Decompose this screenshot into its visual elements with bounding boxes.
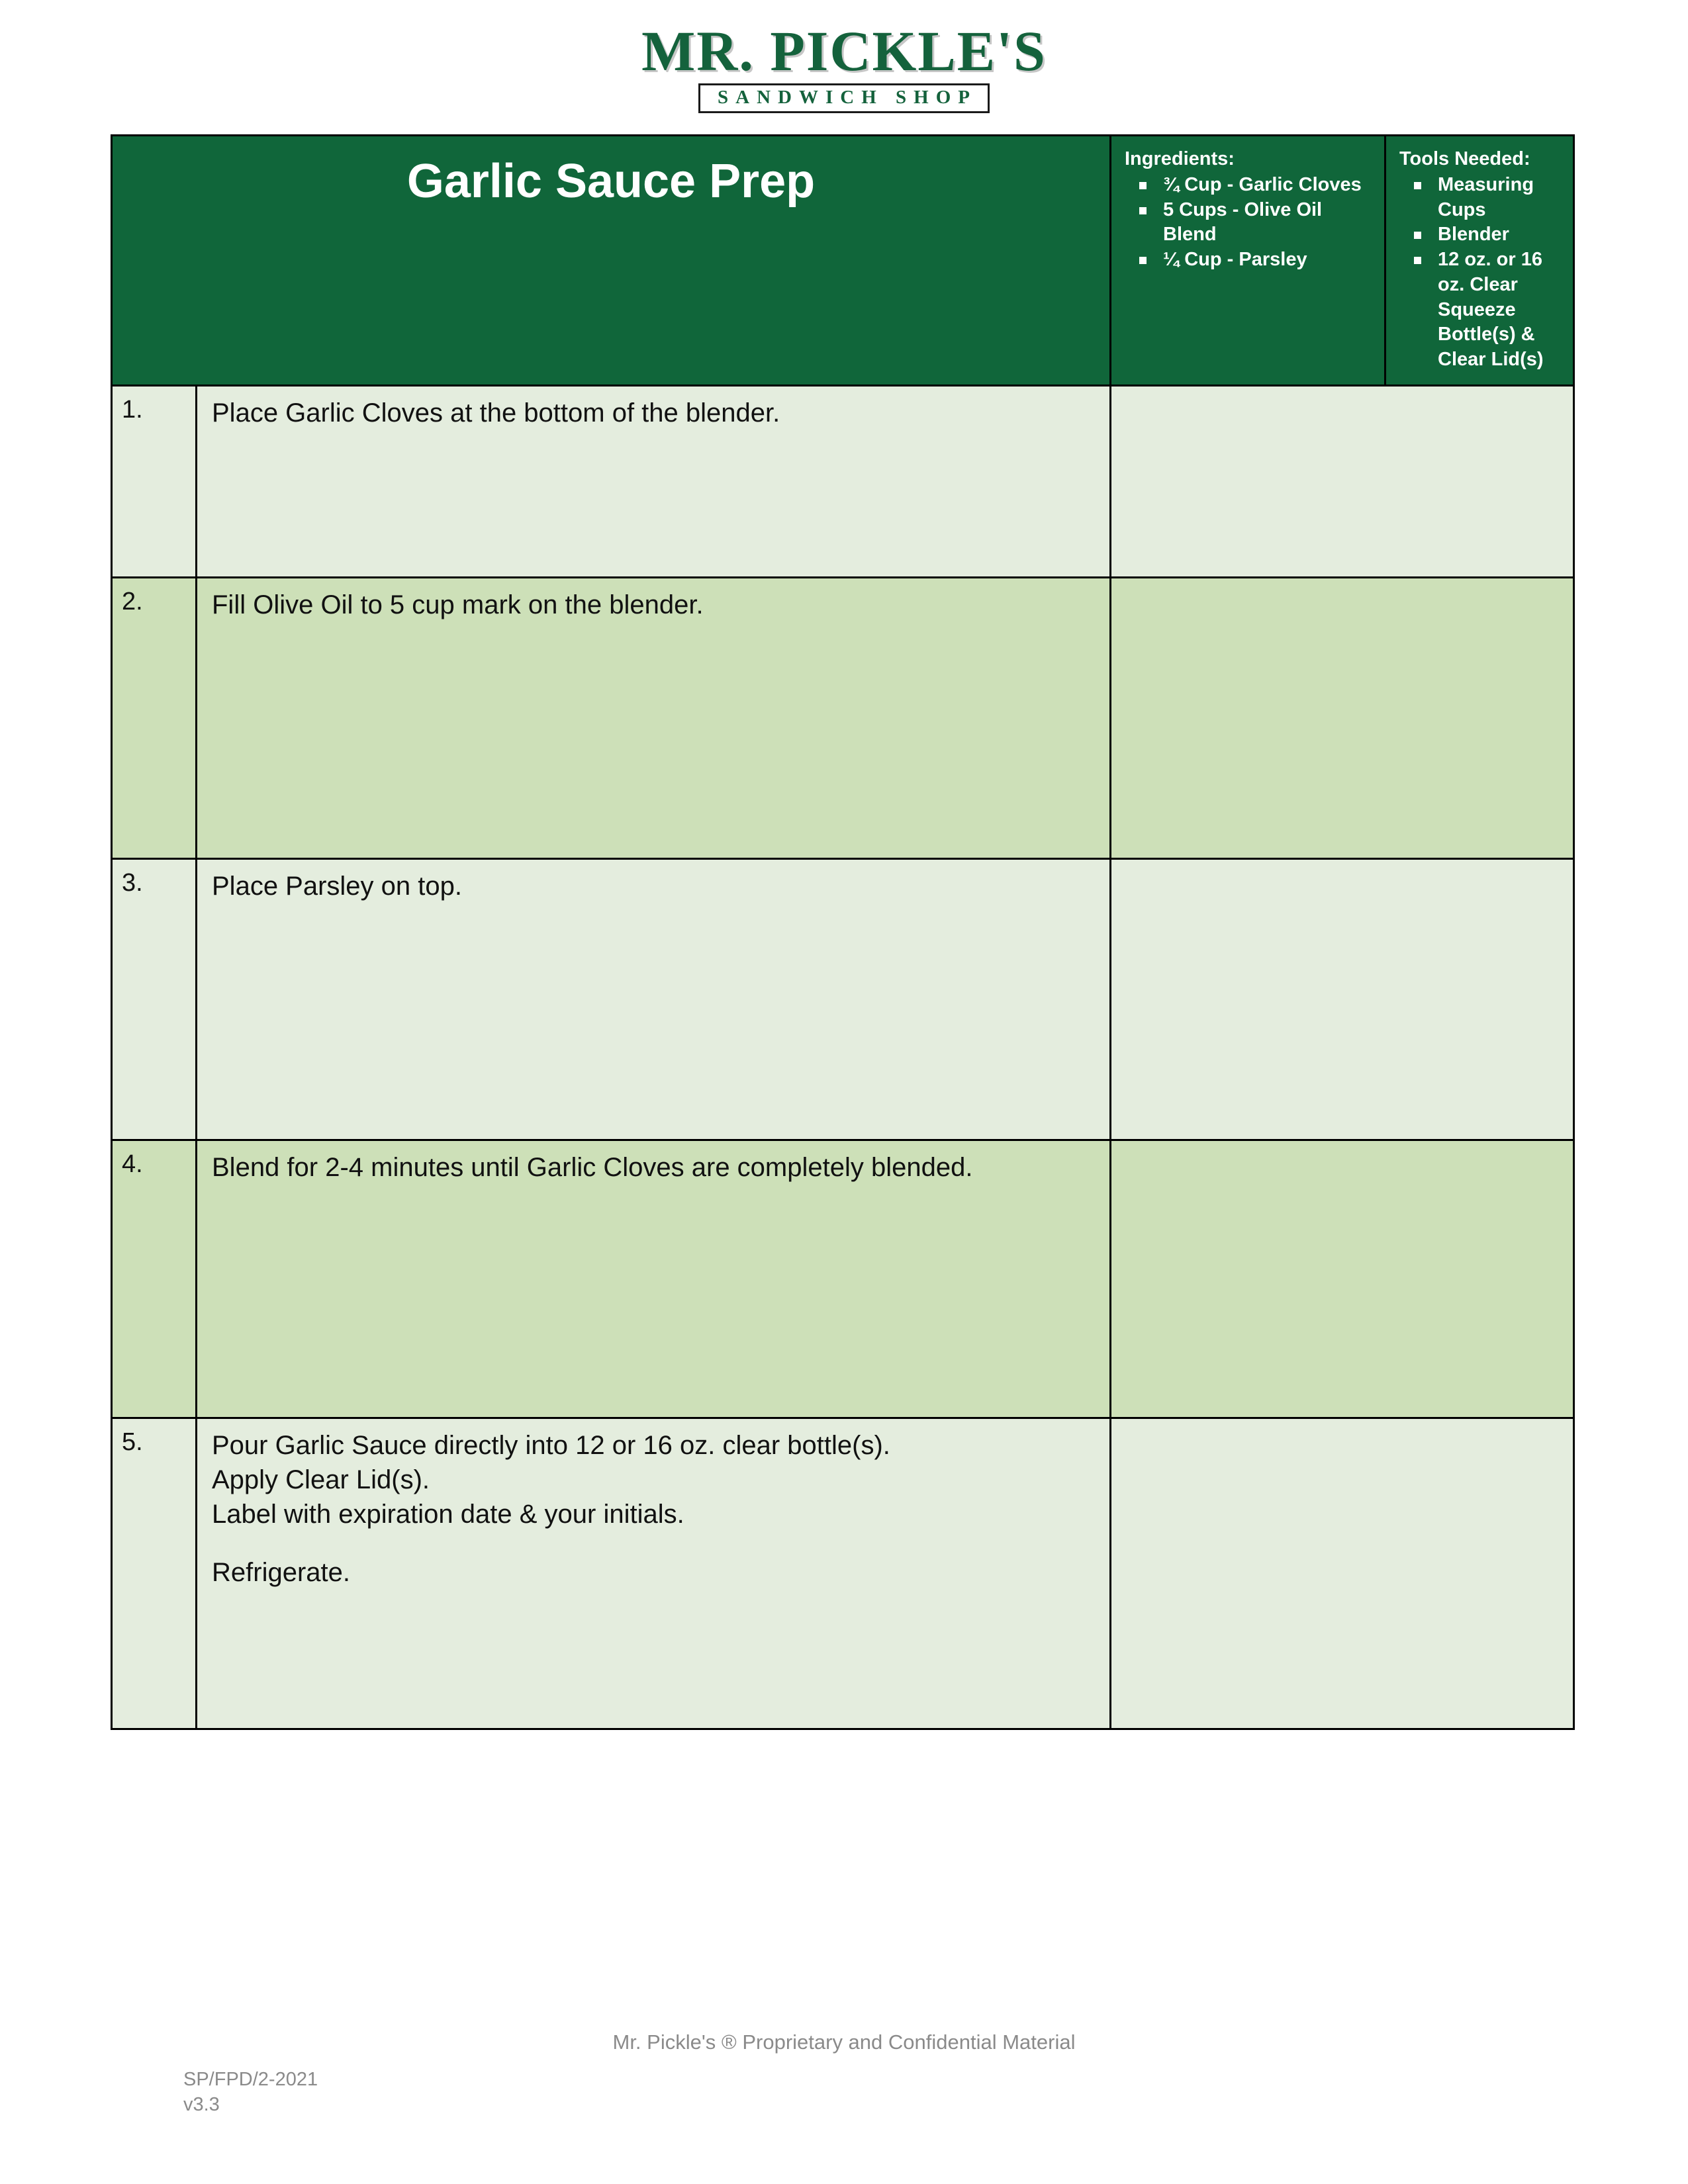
step-number: 5.: [112, 1418, 197, 1729]
tools-list: [1399, 173, 1564, 373]
ingredients-list: [1125, 173, 1376, 273]
step-photos: [1111, 385, 1574, 577]
step-line: Blend for 2-4 minutes until Garlic Cloves are completely blended.: [212, 1152, 973, 1182]
tool-item: Blender: [1399, 222, 1564, 248]
footer-doc-code: SP/FPD/2-2021: [183, 2069, 318, 2090]
step-number: 2.: [112, 577, 197, 858]
logo-subtitle: SANDWICH SHOP: [718, 87, 977, 108]
step-photos: [1111, 577, 1574, 858]
table-header-row: [112, 136, 1574, 386]
procedure-sheet: [111, 134, 1575, 1730]
ingredient-item: 5 Cups - Olive Oil Blend: [1125, 198, 1376, 248]
brand-logo: [0, 0, 1688, 113]
logo-wordmark: MR. PICKLE'S: [641, 19, 1047, 83]
footer-doc-info: [183, 2068, 318, 2117]
procedure-table: [111, 134, 1575, 1730]
step-text: [197, 577, 1111, 858]
table-row: [112, 1418, 1574, 1729]
footer-confidentiality-notice: Mr. Pickle's ® Proprietary and Confidential Material: [612, 2030, 1076, 2054]
table-row: [112, 858, 1574, 1140]
tool-item: 12 oz. or 16 oz. Clear Squeeze Bottle(s) & Clear Lid(s): [1399, 248, 1564, 372]
step-line: Fill Olive Oil to 5 cup mark on the blender.: [212, 590, 704, 619]
step-line: Label with expiration date & your initials.: [212, 1499, 684, 1529]
step-photos: [1111, 858, 1574, 1140]
header-lists-cell: [1111, 136, 1574, 386]
table-row: [112, 385, 1574, 577]
step-text: [197, 858, 1111, 1140]
step-line: Apply Clear Lid(s).: [212, 1465, 430, 1494]
step-line-spacer: [212, 1531, 1103, 1555]
step-text: [197, 1140, 1111, 1418]
step-line: Refrigerate.: [212, 1557, 350, 1587]
table-row: [112, 577, 1574, 858]
step-line: Place Parsley on top.: [212, 871, 462, 901]
table-row: [112, 1140, 1574, 1418]
ingredient-item: ¼ Cup - Parsley: [1125, 248, 1376, 273]
step-line: Place Garlic Cloves at the bottom of the blender.: [212, 398, 780, 428]
tool-item: Measuring Cups: [1399, 173, 1564, 222]
footer-version: v3.3: [183, 2093, 220, 2115]
logo-subtitle-box: [698, 83, 990, 113]
tools-block: [1386, 136, 1573, 385]
tools-heading: Tools Needed:: [1399, 148, 1530, 169]
step-text: [197, 385, 1111, 577]
ingredient-item: ¾ Cup - Garlic Cloves: [1125, 173, 1376, 198]
step-photos: [1111, 1140, 1574, 1418]
step-photos: [1111, 1418, 1574, 1729]
step-number: 4.: [112, 1140, 197, 1418]
recipe-title: Garlic Sauce Prep: [112, 136, 1111, 386]
step-number: 1.: [112, 385, 197, 577]
step-line: Pour Garlic Sauce directly into 12 or 16 oz. clear bottle(s).: [212, 1430, 890, 1460]
ingredients-block: [1111, 136, 1386, 385]
ingredients-heading: Ingredients:: [1125, 148, 1235, 169]
step-number: 3.: [112, 858, 197, 1140]
step-text: [197, 1418, 1111, 1729]
